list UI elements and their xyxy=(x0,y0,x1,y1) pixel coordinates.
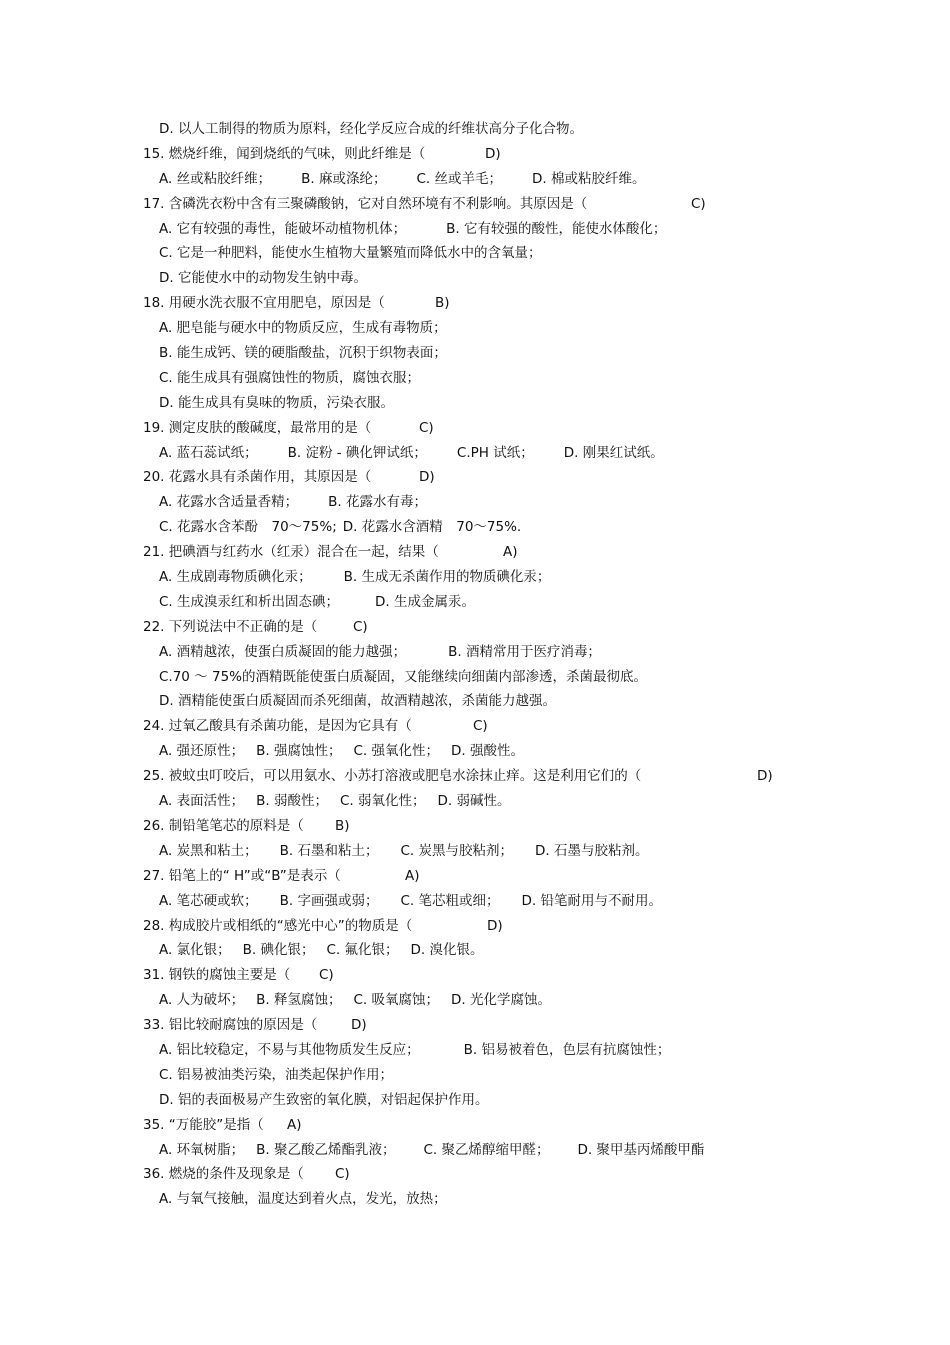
option-text: D. 光化学腐蚀。 xyxy=(450,992,551,1009)
question-text: 19. 测定皮肤的酸碱度，最常用的是（ xyxy=(143,419,372,436)
option-line xyxy=(143,789,843,814)
option-text: D. 花露水含酒精 70～75%. xyxy=(342,519,522,536)
option-line xyxy=(143,117,843,142)
option-text: C. 氟化银； xyxy=(326,942,399,959)
option-line xyxy=(143,441,843,466)
option-text: B. 生成无杀菌作用的物质碘化汞； xyxy=(343,569,551,586)
option-line xyxy=(143,1063,843,1088)
question-line xyxy=(143,615,843,640)
option-text: B. 释氢腐蚀； xyxy=(256,992,342,1009)
question-line xyxy=(143,714,843,739)
option-text: A. 它有较强的毒性，能破坏动植物机体； xyxy=(159,220,407,237)
option-line xyxy=(143,689,843,714)
option-text: B. 酒精常用于医疗消毒； xyxy=(448,643,601,660)
option-line xyxy=(143,217,843,242)
option-text: D. 刚果红试纸。 xyxy=(563,444,664,461)
option-text: D. 铝的表面极易产生致密的氧化膜，对铝起保护作用。 xyxy=(159,1091,489,1108)
option-text: B. 字画强或弱； xyxy=(279,892,379,909)
option-text: D. 弱碱性。 xyxy=(437,793,511,810)
option-text: D. 酒精能使蛋白质凝固而杀死细菌，故酒精越浓，杀菌能力越强。 xyxy=(159,693,556,710)
question-line xyxy=(143,291,843,316)
answer-letter: C) xyxy=(319,967,334,984)
question-text: 17. 含磷洗衣粉中含有三聚磷酸钠，它对自然环境有不利影响。其原因是（ xyxy=(143,195,588,212)
option-text: B. 能生成钙、镁的硬脂酸盐，沉积于织物表面； xyxy=(159,345,447,362)
option-text: D. 聚甲基丙烯酸甲酯 xyxy=(577,1141,705,1158)
option-line xyxy=(143,839,843,864)
option-line xyxy=(143,1187,843,1212)
option-line xyxy=(143,266,843,291)
question-text: 18. 用硬水洗衣服不宜用肥皂，原因是（ xyxy=(143,295,385,312)
option-text: A. 环氧树脂； xyxy=(159,1141,245,1158)
question-line xyxy=(143,142,843,167)
option-text: D. 石墨与胶粘剂。 xyxy=(534,842,649,859)
option-line xyxy=(143,640,843,665)
answer-letter: D) xyxy=(351,1017,367,1034)
question-text: 31. 钢铁的腐蚀主要是（ xyxy=(143,967,291,984)
question-text: 20. 花露水具有杀菌作用，其原因是（ xyxy=(143,469,372,486)
option-line xyxy=(143,167,843,192)
answer-letter: B) xyxy=(335,817,350,834)
option-line xyxy=(143,988,843,1013)
question-text: 35. “万能胶”是指（ xyxy=(143,1116,264,1133)
option-text: A. 笔芯硬或软； xyxy=(159,892,258,909)
answer-letter: C) xyxy=(335,1166,350,1183)
question-line xyxy=(143,764,843,789)
option-line xyxy=(143,739,843,764)
option-text: B. 淀粉 - 碘化钾试纸； xyxy=(287,444,427,461)
question-line xyxy=(143,416,843,441)
option-text: A. 铝比较稳定，不易与其他物质发生反应； xyxy=(159,1041,420,1058)
answer-letter: C) xyxy=(473,718,488,735)
option-text: B. 聚乙酸乙烯酯乳液； xyxy=(256,1141,396,1158)
question-text: 33. 铝比较耐腐蚀的原因是（ xyxy=(143,1017,318,1034)
question-text: 22. 下列说法中不正确的是（ xyxy=(143,618,318,635)
option-text: C. 它是一种肥料，能使水生植物大量繁殖而降低水中的含氧量； xyxy=(159,245,542,262)
option-text: A. 肥皂能与硬水中的物质反应，生成有毒物质； xyxy=(159,320,447,337)
option-text: C. 强氧化性； xyxy=(353,743,439,760)
option-text: B. 碘化银； xyxy=(242,942,315,959)
question-text: 27. 铅笔上的“ H”或“B”是表示（ xyxy=(143,867,341,884)
option-line xyxy=(143,1138,843,1163)
question-line xyxy=(143,1013,843,1038)
question-list xyxy=(143,117,843,1212)
question-text: 25. 被蚊虫叮咬后，可以用氨水、小苏打溶液或肥皂水涂抹止痒。这是利用它们的（ xyxy=(143,768,642,785)
option-text: A. 生成剧毒物质碘化汞； xyxy=(159,569,312,586)
option-line xyxy=(143,391,843,416)
option-text: D. 能生成具有臭味的物质，污染衣服。 xyxy=(159,394,394,411)
option-line xyxy=(143,316,843,341)
answer-letter: C) xyxy=(691,195,706,212)
option-text: A. 花露水含适量香精； xyxy=(159,494,299,511)
option-text: A. 丝或粘胶纤维； xyxy=(159,170,272,187)
option-text: C. 花露水含苯酚 70～75%; xyxy=(159,519,337,536)
option-text: A. 强还原性； xyxy=(159,743,245,760)
question-line xyxy=(143,540,843,565)
option-text: B. 石墨和粘土； xyxy=(279,842,379,859)
option-text: C.70 ～ 75%的酒精既能使蛋白质凝固，又能继续向细菌内部渗透，杀菌最彻底。 xyxy=(159,668,647,685)
option-text: C. 铝易被油类污染，油类起保护作用； xyxy=(159,1066,394,1083)
option-text: C. 笔芯粗或细； xyxy=(400,892,500,909)
option-text: D. 它能使水中的动物发生钠中毒。 xyxy=(159,270,367,287)
option-text: B. 花露水有毒； xyxy=(328,494,427,511)
answer-letter: D) xyxy=(419,469,435,486)
answer-letter: D) xyxy=(487,917,503,934)
option-text: D. 棉或粘胶纤维。 xyxy=(531,170,646,187)
option-text: A. 表面活性； xyxy=(159,793,245,810)
option-text: B. 弱酸性； xyxy=(256,793,328,810)
question-text: 21. 把碘酒与红药水（红汞）混合在一起，结果（ xyxy=(143,544,439,561)
option-line xyxy=(143,1088,843,1113)
option-text: C. 炭黑与胶粘剂； xyxy=(400,842,513,859)
option-line xyxy=(143,889,843,914)
option-text: C. 聚乙烯醇缩甲醛； xyxy=(423,1141,550,1158)
option-line xyxy=(143,515,843,540)
question-text: 15. 燃烧纤维，闻到烧纸的气味，则此纤维是（ xyxy=(143,145,426,162)
option-text: C. 吸氧腐蚀； xyxy=(353,992,439,1009)
option-text: D. 以人工制得的物质为原料，经化学反应合成的纤维状高分子化合物。 xyxy=(159,121,583,137)
answer-letter: C) xyxy=(353,618,368,635)
option-line xyxy=(143,366,843,391)
answer-letter: A) xyxy=(503,544,518,561)
option-text: A. 酒精越浓，使蛋白质凝固的能力越强； xyxy=(159,643,407,660)
option-line xyxy=(143,241,843,266)
question-line xyxy=(143,864,843,889)
option-line xyxy=(143,490,843,515)
option-line xyxy=(143,938,843,963)
option-text: B. 麻或涤纶； xyxy=(301,170,387,187)
answer-letter: C) xyxy=(419,419,434,436)
answer-letter: A) xyxy=(405,867,420,884)
option-text: B. 强腐蚀性； xyxy=(256,743,342,760)
option-line xyxy=(143,665,843,690)
question-line xyxy=(143,192,843,217)
question-text: 28. 构成胶片或相纸的“感光中心”的物质是（ xyxy=(143,917,413,934)
option-text: A. 蓝石蕊试纸； xyxy=(159,444,258,461)
option-text: D. 生成金属汞。 xyxy=(375,593,475,610)
option-text: A. 氯化银； xyxy=(159,942,231,959)
option-text: A. 炭黑和粘土； xyxy=(159,842,258,859)
option-line xyxy=(143,565,843,590)
question-line xyxy=(143,1162,843,1187)
answer-letter: B) xyxy=(435,295,450,312)
option-text: A. 人为破坏； xyxy=(159,992,245,1009)
option-text: C. 生成溴汞红和析出固态碘； xyxy=(159,593,340,610)
option-text: C. 能生成具有强腐蚀性的物质，腐蚀衣服； xyxy=(159,369,421,386)
option-text: B. 它有较强的酸性，能使水体酸化； xyxy=(446,220,667,237)
question-text: 36. 燃烧的条件及现象是（ xyxy=(143,1166,304,1183)
question-line xyxy=(143,1113,843,1138)
question-line xyxy=(143,465,843,490)
option-line xyxy=(143,1038,843,1063)
option-text: C. 丝或羊毛； xyxy=(416,170,502,187)
answer-letter: D) xyxy=(757,768,773,785)
question-text: 24. 过氧乙酸具有杀菌功能，是因为它具有（ xyxy=(143,718,412,735)
option-text: C. 弱氧化性； xyxy=(339,793,426,810)
question-line xyxy=(143,814,843,839)
option-text: D. 铅笔耐用与不耐用。 xyxy=(521,892,662,909)
question-line xyxy=(143,914,843,939)
question-text: 26. 制铅笔笔芯的原料是（ xyxy=(143,817,304,834)
option-line xyxy=(143,341,843,366)
option-text: C.PH 试纸； xyxy=(456,444,534,461)
answer-letter: D) xyxy=(485,145,501,162)
option-text: D. 强酸性。 xyxy=(450,743,524,760)
option-line xyxy=(143,590,843,615)
question-line xyxy=(143,963,843,988)
option-text: D. 溴化银。 xyxy=(410,942,484,959)
option-text: B. 铝易被着色，色层有抗腐蚀性； xyxy=(463,1041,671,1058)
option-text: A. 与氧气接触，温度达到着火点，发光，放热； xyxy=(159,1191,447,1208)
answer-letter: A) xyxy=(287,1116,302,1133)
